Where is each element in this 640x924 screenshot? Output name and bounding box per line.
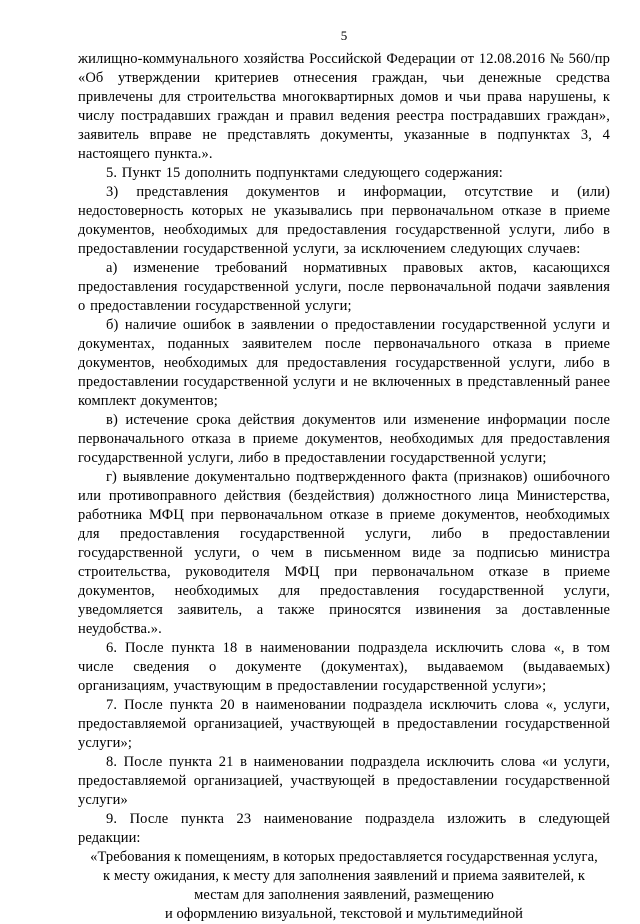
subsection-title-line: и оформлению визуальной, текстовой и мультимедийной [164,906,524,922]
page-number: 5 [340,28,348,43]
subclause-v: в) истечение срока действия документов или изменение информации после первоначального отказа в приеме документов, необходимых для предоставления государственной услуги, либо в предоставлении государственной услуги; [78,412,610,466]
document-body [78,50,610,924]
subsection-title [78,848,610,924]
subclause-3: 3) представления документов и информации, отсутствие и (или) недостоверность которых не указывались при первоначальном отказе в приеме документов, необходимых для предоставления государственной услуги, либо в предоставлении государственной услуги, за исключением следующих случаев: [78,184,610,257]
clause-8: 8. После пункта 21 в наименовании подраздела исключить слова «и услуги, предоставляемой организацией, участвующей в предоставлении государственной услуги» [78,754,610,808]
paragraph-continuation: жилищно-коммунального хозяйства Российской Федерации от 12.08.2016 № 560/пр «Об утверждении критериев отнесения граждан, чьи денежные средства привлечены для строительства многоквартирных домов и чьи права нарушены, к числу пострадавших граждан и правил ведения реестра пострадавших граждан», заявитель вправе не представлять документы, указанные в подпунктах 3, 4 настоящего пункта.». [78,51,610,162]
subsection-title-line: к месту ожидания, к месту для заполнения заявлений и приема заявителей, к [102,868,586,884]
clause-9: 9. После пункта 23 наименование подраздела изложить в следующей редакции: [78,811,610,846]
subsection-title-line: местам для заполнения заявлений, размещению [194,887,494,903]
subclause-a: а) изменение требований нормативных правовых актов, касающихся предоставления государственной услуги, после первоначальной подачи заявления о предоставлении государственной услуги; [78,260,610,314]
subclause-g: г) выявление документально подтвержденного факта (признаков) ошибочного или противоправного действия (бездействия) должностного лица Министерства, работника МФЦ при первоначальном отказе в приеме документов, необходимых для предоставления государственной услуги, либо в предоставлении государственной услуги, о чем в письменном виде за подписью министра строительства, руководителя МФЦ при первоначальном отказе в приеме документов, необходимых для предоставления государственной услуги, уведомляется заявитель, а также приносятся извинения за доставленные неудобства.». [78,469,610,637]
clause-7: 7. После пункта 20 в наименовании подраздела исключить слова «, услуги, предоставляемой организацией, участвующей в предоставлении государственной услуги»; [78,697,610,751]
clause-5: 5. Пункт 15 дополнить подпунктами следующего содержания: [106,165,503,181]
subclause-b: б) наличие ошибок в заявлении о предоставлении государственной услуги и документах, поданных заявителем после первоначального отказа в приеме документов, необходимых для предоставления государственной услуги, либо в предоставлении государственной услуги и не включенных в представленный ранее комплект документов; [78,317,610,409]
clause-6: 6. После пункта 18 в наименовании подраздела исключить слова «, в том числе сведения о документе (документах), выдаваемом (выдаваемых) организациям, участвующим в предоставлении государственной услуги»; [78,640,610,694]
subsection-title-line: «Требования к помещениям, в которых предоставляется государственная услуга, [90,849,598,865]
